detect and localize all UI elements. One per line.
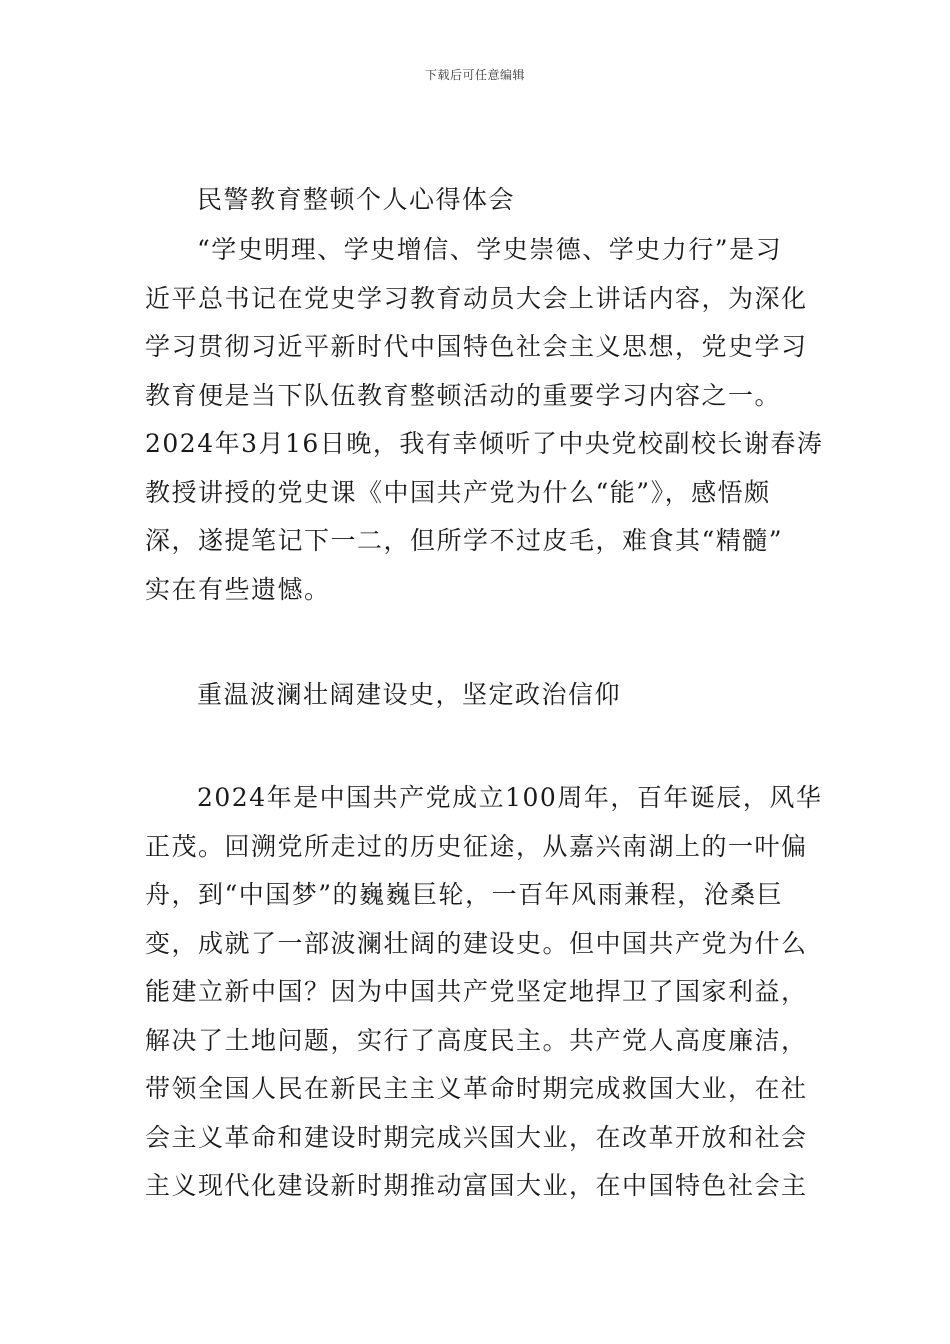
body-paragraph [145, 774, 823, 1211]
body-line: 2024年是中国共产党成立100周年，百年诞辰，风华 [197, 783, 823, 812]
document-title: 民警教育整顿个人心得体会 [197, 185, 516, 214]
body-line: 解决了土地问题，实行了高度民主。共产党人高度廉洁， [145, 1025, 808, 1055]
body-line: 主义现代化建设新时期推动富国大业，在中国特色社会主 [145, 1171, 808, 1200]
intro-line: “学史明理、学史增信、学史崇德、学史力行”是习 [197, 235, 783, 264]
intro-line: 近平总书记在党史学习教育动员大会上讲话内容，为深化 [145, 283, 808, 313]
body-line: 正茂。回溯党所走过的历史征途，从嘉兴南湖上的一叶偏 [145, 831, 808, 861]
body-line: 舟，到“中国梦”的巍巍巨轮，一百年风雨兼程，沧桑巨 [145, 880, 784, 909]
body-line: 会主义革命和建设时期完成兴国大业，在改革开放和社会 [145, 1122, 808, 1152]
intro-line: 学习贯彻习近平新时代中国特色社会主义思想，党史学习 [145, 332, 808, 361]
body-line: 能建立新中国？因为中国共产党坚定地捍卫了国家利益， [145, 977, 808, 1006]
intro-line: 教授讲授的党史课《中国共产党为什么“能”》，感悟颇 [145, 477, 771, 507]
intro-line: 实在有些遗憾。 [145, 574, 331, 604]
section-heading: 重温波澜壮阔建设史，坚定政治信仰 [197, 680, 622, 709]
intro-line: 2024年3月16日晚，我有幸倾听了中央党校副校长谢春涛 [145, 429, 824, 458]
intro-paragraph [145, 226, 824, 614]
intro-line: 教育便是当下队伍教育整顿活动的重要学习内容之一。 [145, 380, 782, 410]
body-line: 带领全国人民在新民主主义革命时期完成救国大业，在社 [145, 1074, 808, 1103]
intro-line: 深，遂提笔记下一二，但所学不过皮毛，难食其“精髓” [145, 526, 784, 555]
body-line: 变，成就了一部波澜壮阔的建设史。但中国共产党为什么 [145, 928, 808, 958]
page-header: 下载后可任意编辑 [424, 68, 525, 82]
